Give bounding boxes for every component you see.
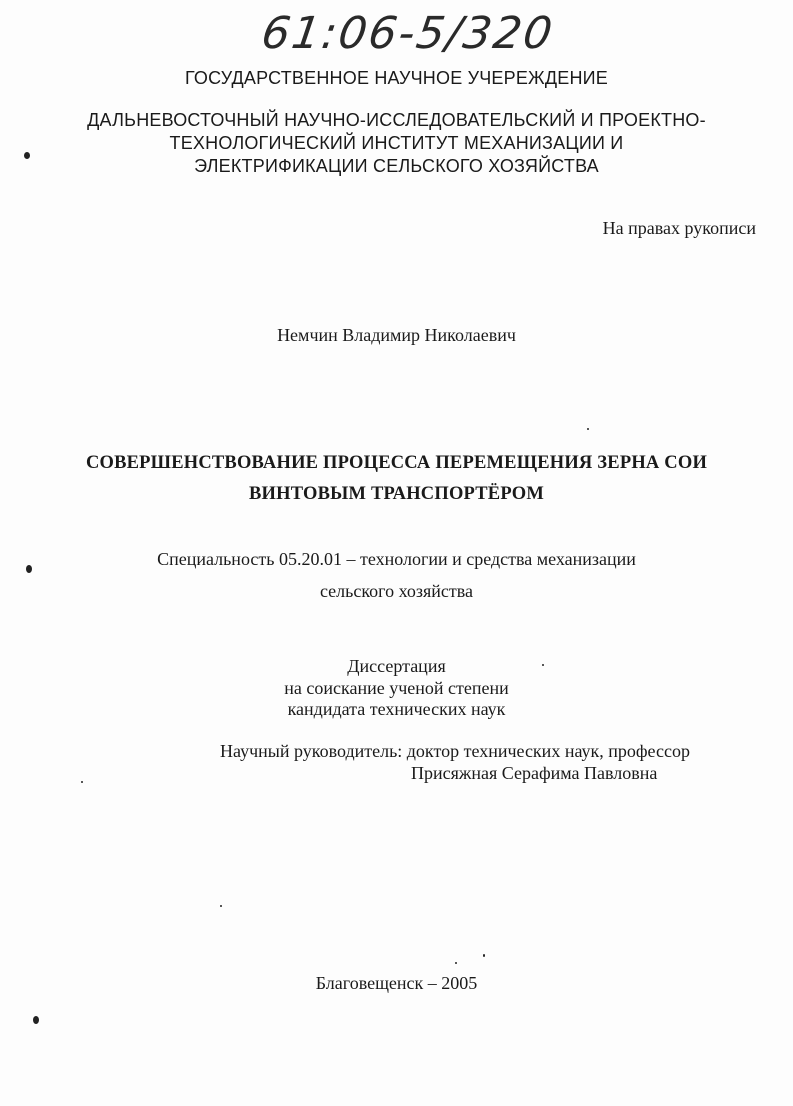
handwritten-catalog-number: 61:06-5/320 [258, 8, 558, 59]
scan-speck [455, 962, 457, 964]
degree-title: кандидата технических наук [287, 699, 506, 719]
scan-speck [483, 954, 485, 957]
author-name: Немчин Владимир Николаевич [277, 325, 516, 345]
scan-speck [587, 428, 589, 430]
scan-speck [542, 664, 544, 666]
scan-speck [26, 565, 32, 573]
institute-name-line-1: ДАЛЬНЕВОСТОЧНЫЙ НАУЧНО-ИССЛЕДОВАТЕЛЬСКИЙ И ПРОЕКТНО- [87, 110, 706, 130]
manuscript-rights-note: На правах рукописи [602, 218, 756, 238]
degree-type: Диссертация [347, 656, 446, 676]
institution-type: ГОСУДАРСТВЕННОЕ НАУЧНОЕ УЧЕРЕЖДЕНИЕ [184, 68, 609, 88]
degree-purpose: на соискание ученой степени [284, 678, 509, 698]
specialty-line-1: Специальность 05.20.01 – технологии и средства механизации [157, 549, 636, 569]
institute-name-line-3: ЭЛЕКТРИФИКАЦИИ СЕЛЬСКОГО ХОЗЯЙСТВА [194, 156, 599, 176]
scan-speck [33, 1016, 39, 1024]
scan-speck [220, 905, 222, 907]
supervisor-label: Научный руководитель: доктор технических наук, профессор [220, 741, 690, 761]
specialty-line-2: сельского хозяйства [319, 581, 474, 601]
city-year: Благовещенск – 2005 [315, 973, 478, 993]
institute-name-line-2: ТЕХНОЛОГИЧЕСКИЙ ИНСТИТУТ МЕХАНИЗАЦИИ И [169, 133, 624, 153]
supervisor-name: Присяжная Серафима Павловна [411, 763, 658, 783]
scan-speck [24, 152, 30, 159]
scan-speck [81, 781, 83, 783]
dissertation-title-line-1: СОВЕРШЕНСТВОВАНИЕ ПРОЦЕССА ПЕРЕМЕЩЕНИЯ ЗЕРНА СОИ [85, 453, 708, 473]
dissertation-title-line-2: ВИНТОВЫМ ТРАНСПОРТЁРОМ [248, 484, 544, 504]
